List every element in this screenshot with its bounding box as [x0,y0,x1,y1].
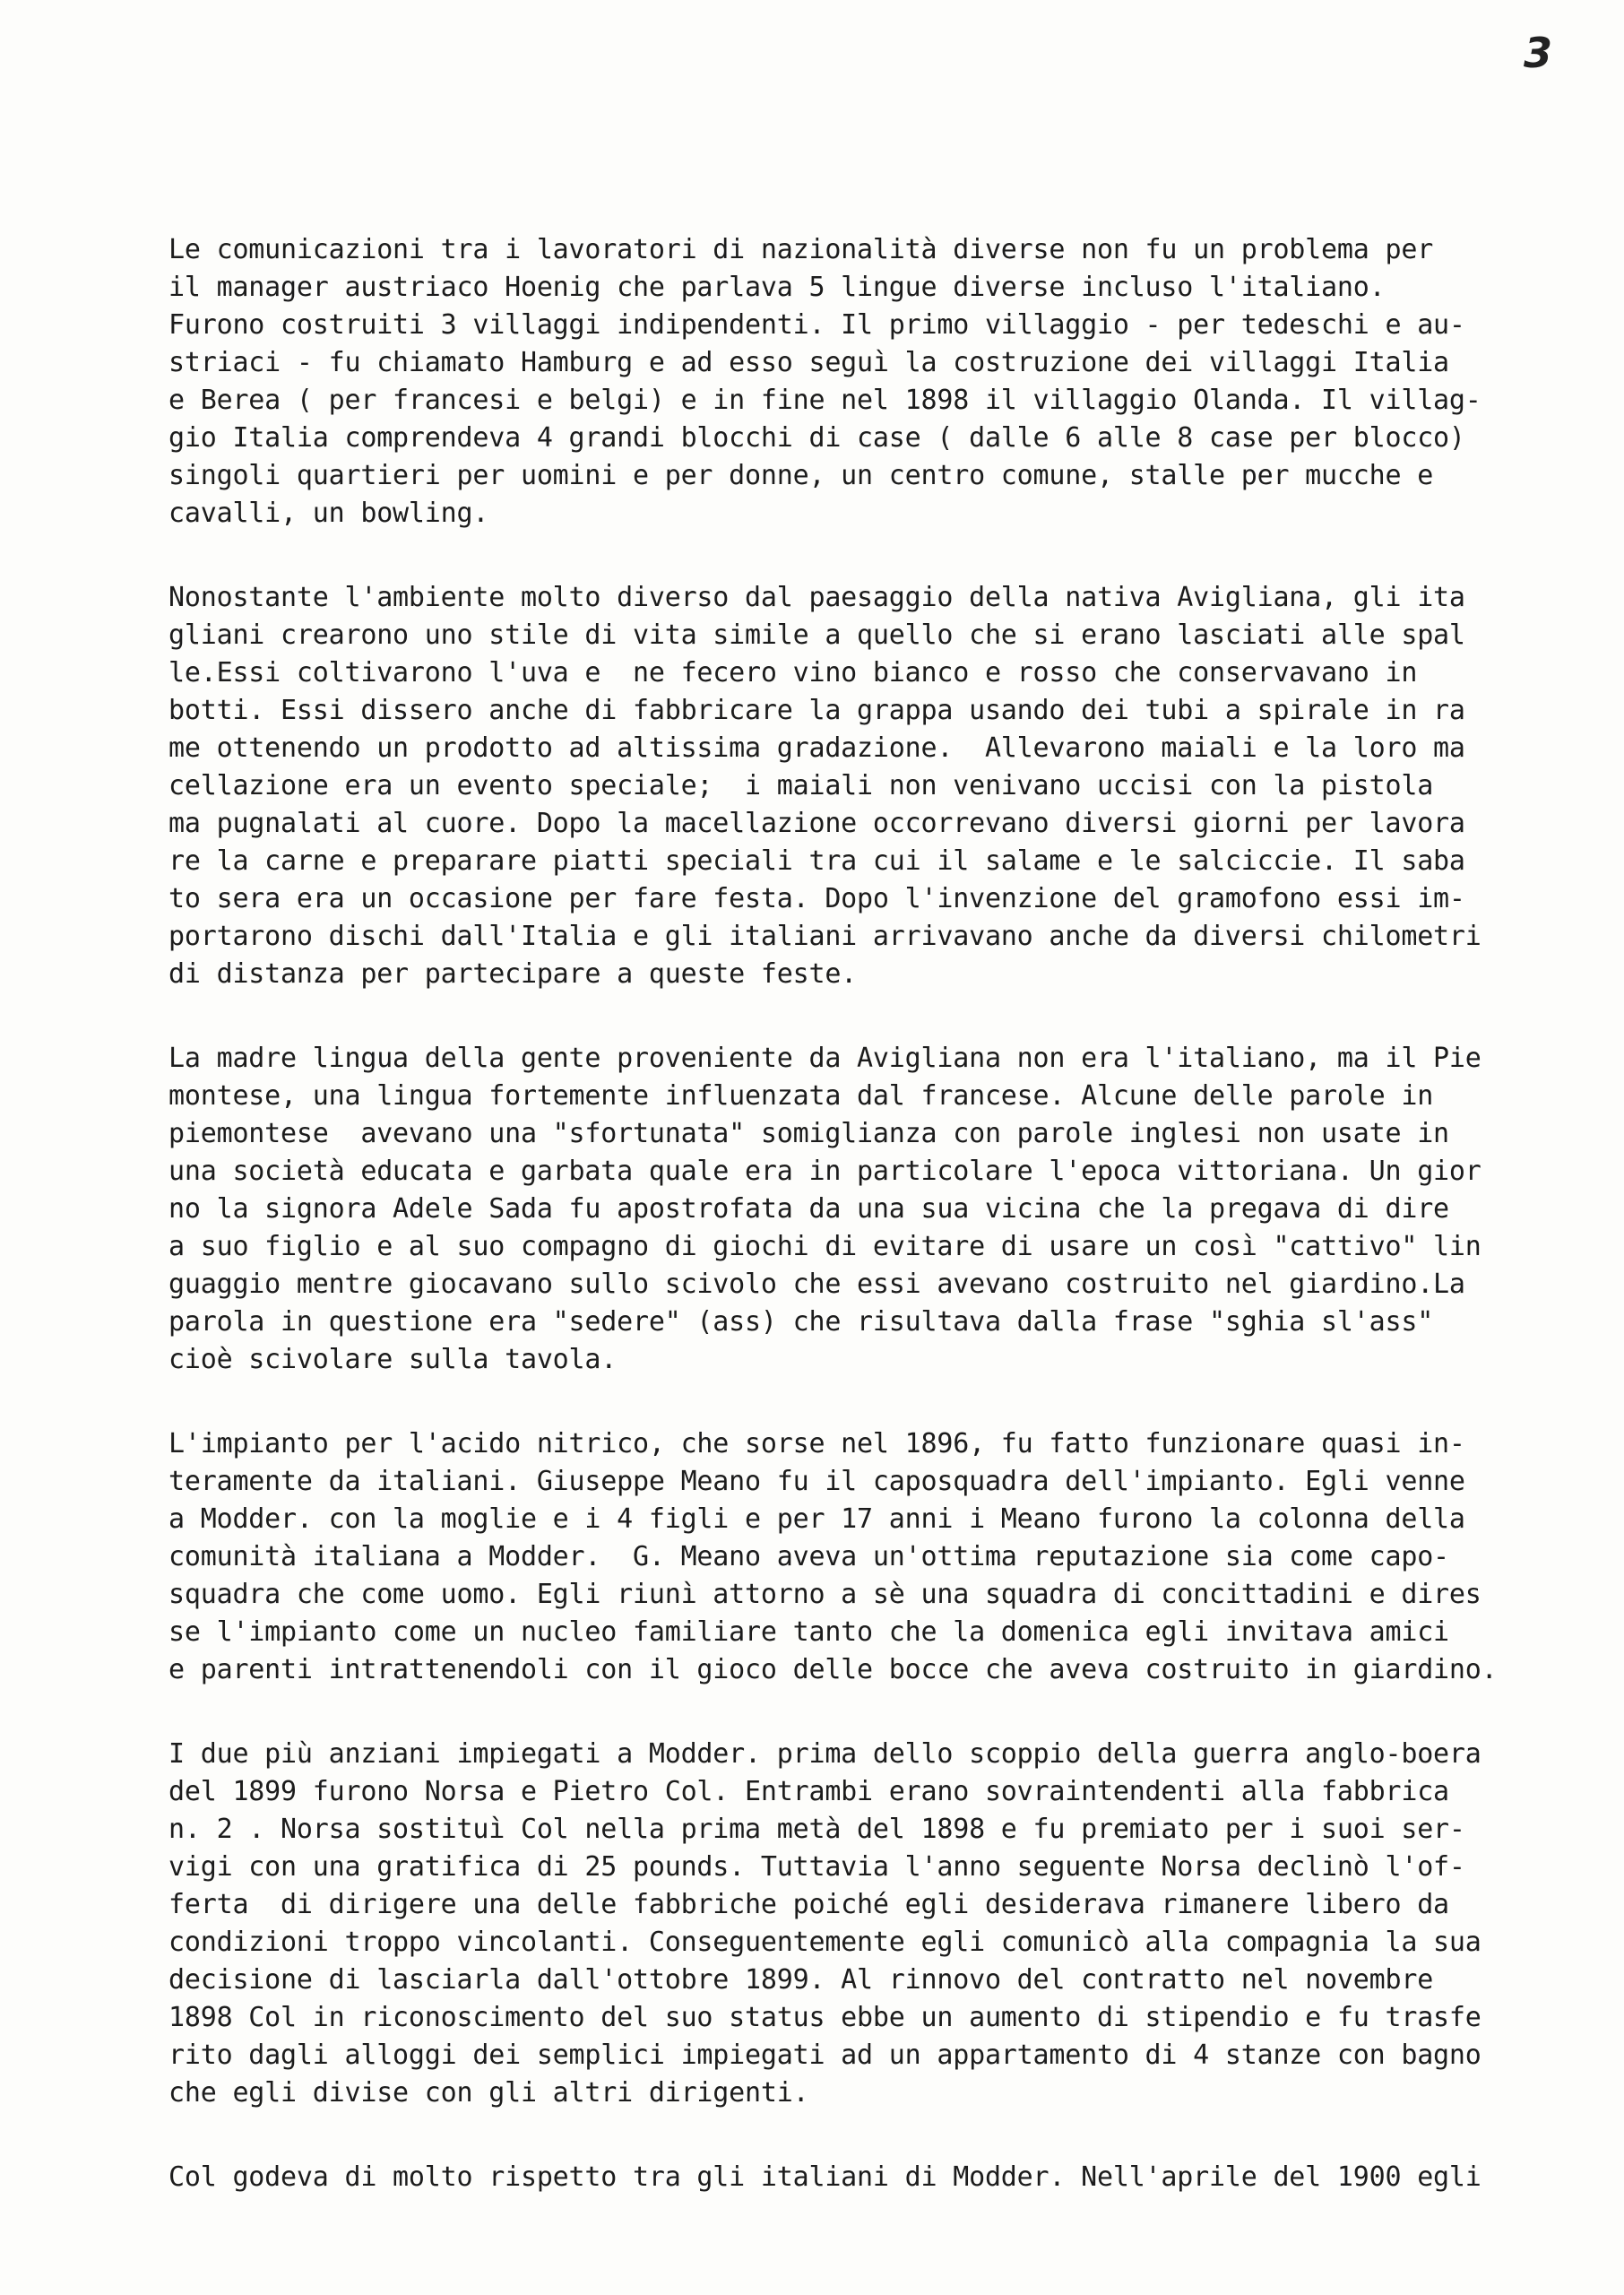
text-line: ferta di dirigere una delle fabbriche poiché egli desiderava rimanere libero da [168,1889,1449,1920]
text-line: il manager austriaco Hoenig che parlava 5 lingue diverse incluso l'italiano. [168,272,1386,303]
text-line: cavalli, un bowling. [168,498,489,529]
text-line: cioè scivolare sulla tavola. [168,1344,618,1375]
text-line: singoli quartieri per uomini e per donne, un centro comune, stalle per mucche e [168,460,1434,491]
text-line: Nonostante l'ambiente molto diverso dal paesaggio della nativa Avigliana, gli ita [168,582,1465,613]
text-line: una società educata e garbata quale era in particolare l'epoca vittoriana. Un gior [168,1156,1481,1187]
paragraph-nitric-plant [168,1425,1513,1689]
text-line: piemontese avevano una "sfortunata" somiglianza con parole inglesi non usate in [168,1118,1449,1149]
text-line: comunità italiana a Modder. G. Meano aveva un'ottima reputazione sia come capo- [168,1541,1449,1572]
text-line: del 1899 furono Norsa e Pietro Col. Entrambi erano sovraintendenti alla fabbrica [168,1776,1449,1807]
paragraph-lifestyle [168,579,1513,993]
text-line: che egli divise con gli altri dirigenti. [168,2077,809,2109]
text-line: gliani crearono uno stile di vita simile a quello che si erano lasciati alle spal [168,619,1465,651]
paragraph-language [168,1040,1513,1379]
text-line: se l'impianto come un nucleo familiare tanto che la domenica egli invitava amici [168,1616,1449,1648]
text-line: Le comunicazioni tra i lavoratori di nazionalità diverse non fu un problema per [168,234,1434,265]
text-line: a suo figlio e al suo compagno di giochi di evitare di usare un così "cattivo" lin [168,1231,1481,1262]
text-line: e parenti intrattenendoli con il gioco delle bocce che aveva costruito in giardino. [168,1654,1498,1685]
text-line: guaggio mentre giocavano sullo scivolo che essi avevano costruito nel giardino.La [168,1269,1465,1300]
paragraph-villages [168,231,1513,533]
text-line: rito dagli alloggi dei semplici impiegati ad un appartamento di 4 stanze con bagno [168,2040,1481,2071]
text-line: parola in questione era "sedere" (ass) che risultava dalla frase "sghia sl'ass" [168,1306,1434,1338]
text-line: teramente da italiani. Giuseppe Meano fu il caposquadra dell'impianto. Egli venne [168,1466,1465,1497]
text-line: e Berea ( per francesi e belgi) e in fine nel 1898 il villaggio Olanda. Il villag- [168,385,1481,416]
text-line: squadra che come uomo. Egli riunì attorno a sè una squadra di concittadini e dires [168,1579,1481,1610]
text-line: cellazione era un evento speciale; i maiali non venivano uccisi con la pistola [168,770,1434,801]
text-line: decisione di lasciarla dall'ottobre 1899. Al rinnovo del contratto nel novembre [168,1964,1434,1996]
text-line: montese, una lingua fortemente influenzata dal francese. Alcune delle parole in [168,1080,1434,1112]
paragraph-col [168,2159,1513,2196]
text-line: ma pugnalati al cuore. Dopo la macellazione occorrevano diversi giorni per lavora [168,808,1465,839]
text-line: gio Italia comprendeva 4 grandi blocchi di case ( dalle 6 alle 8 case per blocco) [168,422,1465,454]
text-line: La madre lingua della gente proveniente da Avigliana non era l'italiano, ma il Pie [168,1043,1481,1074]
text-line: re la carne e preparare piatti speciali tra cui il salame e le salciccie. Il saba [168,845,1465,877]
text-line: n. 2 . Norsa sostituì Col nella prima metà del 1898 e fu premiato per i suoi ser- [168,1814,1465,1845]
text-line: di distanza per partecipare a queste feste. [168,958,858,990]
text-line: le.Essi coltivarono l'uva e ne fecero vino bianco e rosso che conservavano in [168,657,1418,688]
text-line: no la signora Adele Sada fu apostrofata da una sua vicina che la pregava di dire [168,1193,1449,1225]
text-line: me ottenendo un prodotto ad altissima gradazione. Allevarono maiali e la loro ma [168,732,1465,764]
text-line: to sera era un occasione per fare festa. Dopo l'invenzione del gramofono essi im- [168,883,1465,914]
text-line: 1898 Col in riconoscimento del suo status ebbe un aumento di stipendio e fu trasfe [168,2002,1481,2033]
text-line: condizioni troppo vincolanti. Conseguentemente egli comunicò alla compagnia la sua [168,1927,1481,1958]
text-line: I due più anziani impiegati a Modder. prima dello scoppio della guerra anglo-boera [168,1738,1481,1770]
text-line: striaci - fu chiamato Hamburg e ad esso seguì la costruzione dei villaggi Italia [168,347,1449,378]
page-number: 3 [1523,29,1552,77]
body-text [168,231,1513,2196]
text-line: a Modder. con la moglie e i 4 figli e per 17 anni i Meano furono la colonna della [168,1503,1465,1535]
text-line: Col godeva di molto rispetto tra gli italiani di Modder. Nell'aprile del 1900 egli [168,2161,1481,2193]
paragraph-employees [168,1736,1513,2112]
text-line: Furono costruiti 3 villaggi indipendenti. Il primo villaggio - per tedeschi e au- [168,309,1465,341]
text-line: L'impianto per l'acido nitrico, che sorse nel 1896, fu fatto funzionare quasi in- [168,1428,1465,1459]
text-line: portarono dischi dall'Italia e gli italiani arrivavano anche da diversi chilometri [168,921,1481,952]
text-line: vigi con una gratifica di 25 pounds. Tuttavia l'anno seguente Norsa declinò l'of- [168,1851,1465,1883]
text-line: botti. Essi dissero anche di fabbricare la grappa usando dei tubi a spirale in ra [168,695,1465,726]
